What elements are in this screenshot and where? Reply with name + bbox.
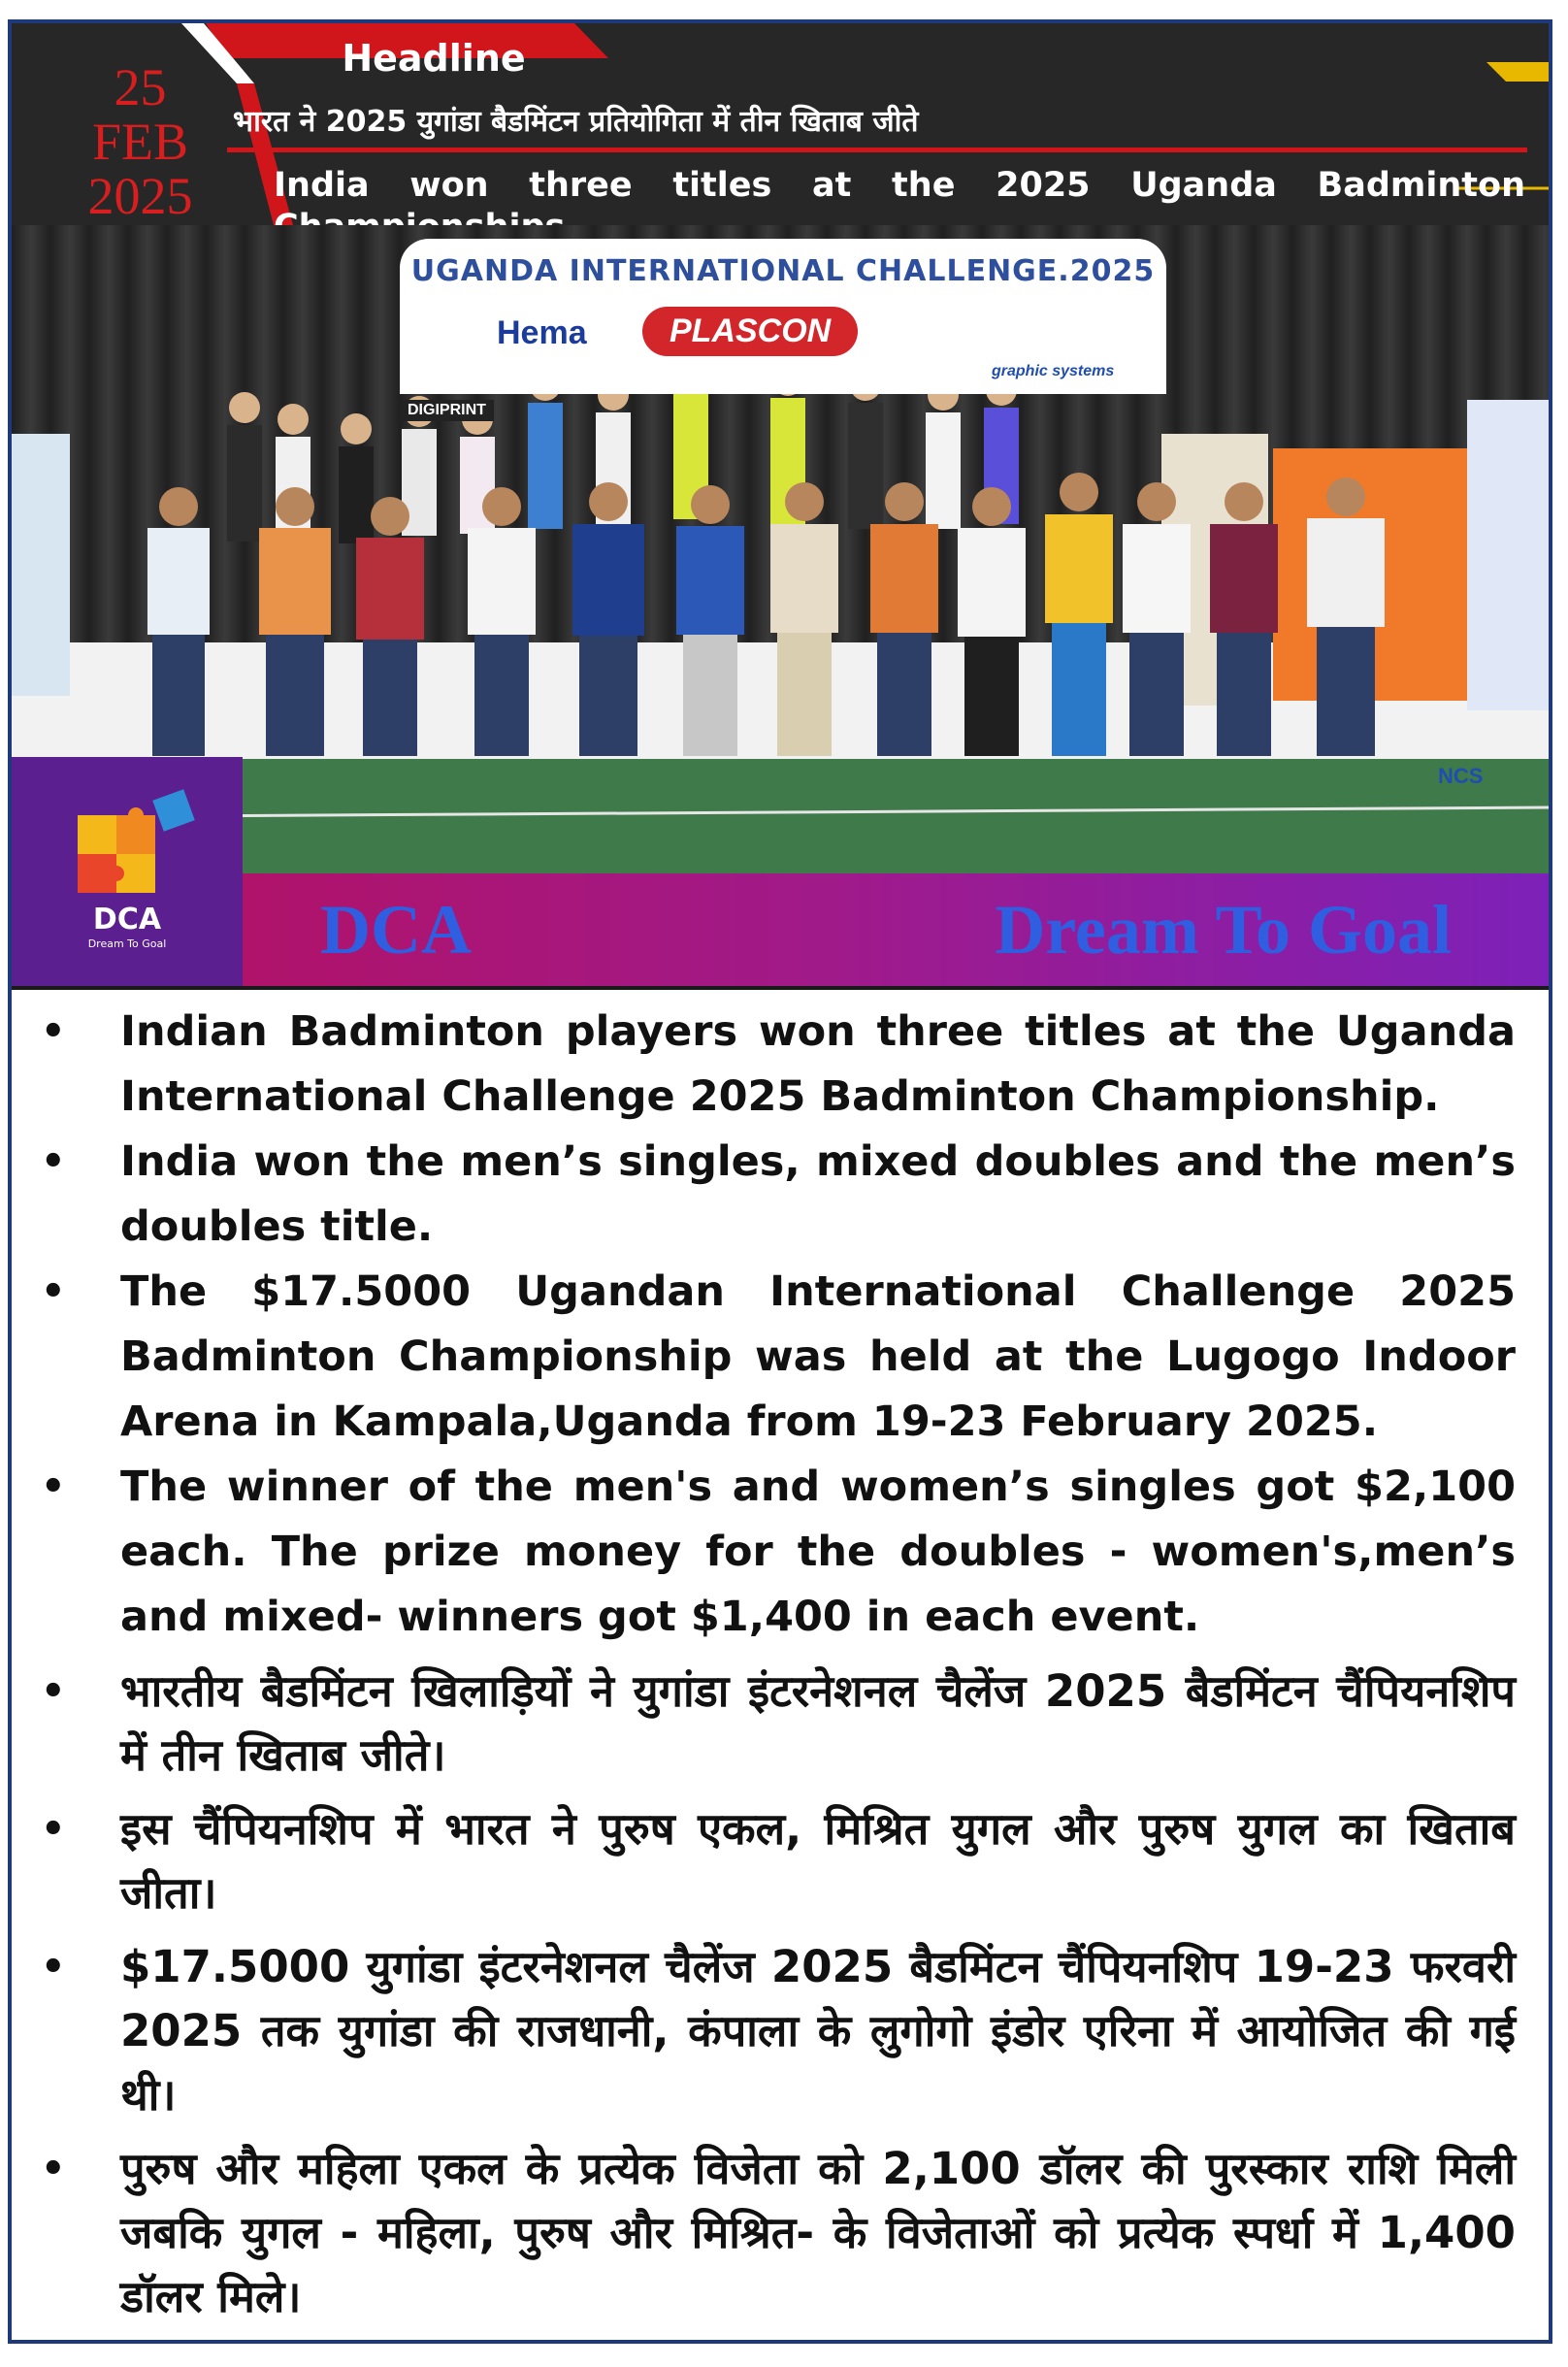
bullet-dot: • [41,1139,66,1184]
date-year: 2025 [87,167,193,225]
hindi-title: भारत ने 2025 युगांडा बैडमिंटन प्रतियोगिता में तीन खिताब जीते [233,105,919,139]
sponsor-graphic: graphic systems [992,363,1115,379]
bullet-text: पुरुष और महिला एकल के प्रत्येक विजेता को 2,100 डॉलर की पुरस्कार राशि मिली जबकि युगल - महिला, पुरुष और मिश्रित- के विजेताओं को प्रत्येक स्पर्धा में 1,400 डॉलर मिले। [120,2143,1516,2322]
bullet-text: $17.5000 युगांडा इंटरनेशनल चैलेंज 2025 बैडमिंटन चैंपियनशिप 19-23 फरवरी 2025 तक युगांडा की राजधानी, कंपाला के लुगोगो इंडोर एरिना में आयोजित की गई थी। [120,1941,1516,2120]
divider [12,986,1549,990]
bullet-list [33,1000,1516,2329]
dca-logo [12,757,243,986]
bullet-dot: • [41,1464,66,1509]
bullet-dot: • [41,1945,66,1989]
date-block [50,60,230,223]
bullet-item [33,1260,1516,1455]
bullet-item [33,2137,1516,2329]
sponsor-hema: Hema [497,314,587,351]
bullet-dot: • [41,2147,66,2191]
event-banner [400,239,1166,297]
bullet-dot: • [41,1807,66,1852]
sponsor-strip [400,297,1166,394]
sponsor-ncs: NCS [1438,764,1484,788]
dca-banner-left: DCA [320,891,472,969]
bullet-text: The $17.5000 Ugandan International Challenge 2025 Badminton Championship was held at the Lugogo Indoor Arena in Kampala,Uganda from 19-23 February 2025. [120,1267,1516,1446]
sponsor-plascon: PLASCON [642,307,858,356]
bullet-text: इस चैंपियनशिप में भारत ने पुरुष एकल, मिश्रित युगल और पुरुष युगल का खिताब जीता। [120,1803,1516,1919]
english-title-line1: India won three titles at the 2025 Uganda Badminton [274,166,1525,205]
dca-banner [243,873,1549,986]
bullet-text: India won the men’s singles, mixed doubles and the men’s doubles title. [120,1137,1516,1251]
headline-header [12,23,1549,225]
headline-tag: Headline [342,37,526,80]
puzzle-icon [12,757,243,986]
date-month: FEB [91,113,189,171]
sponsor-digiprint: DIGIPRINT [400,400,494,421]
bullet-item [33,1660,1516,1788]
bullet-text: भारतीय बैडमिंटन खिलाड़ियों ने युगांडा इंटरनेशनल चैलेंज 2025 बैडमिंटन चैंपियनशिप में तीन खिताब जीते। [120,1665,1516,1781]
bullet-item [33,1130,1516,1260]
bullet-dot: • [41,1669,66,1714]
bullet-item [33,1797,1516,1925]
dca-logo-tagline: Dream To Goal [87,937,167,950]
bullet-item [33,1935,1516,2127]
bullet-text: Indian Badminton players won three titles at the Uganda International Challenge 2025 Badminton Championship. [120,1007,1516,1121]
bullet-text: The winner of the men's and women’s singles got $2,100 each. The prize money for the doubles - women's,men’s and mixed- winners got $1,400 in each event. [120,1463,1516,1641]
date-day: 25 [114,58,167,116]
bullet-dot: • [41,1269,66,1314]
dca-logo-text: DCA [92,903,162,937]
event-banner-title: UGANDA INTERNATIONAL CHALLENGE.2025 [410,254,1156,288]
bullet-item [33,1000,1516,1130]
bullet-item [33,1455,1516,1650]
bullet-dot: • [41,1009,66,1054]
dca-banner-right: Dream To Goal [995,891,1452,969]
